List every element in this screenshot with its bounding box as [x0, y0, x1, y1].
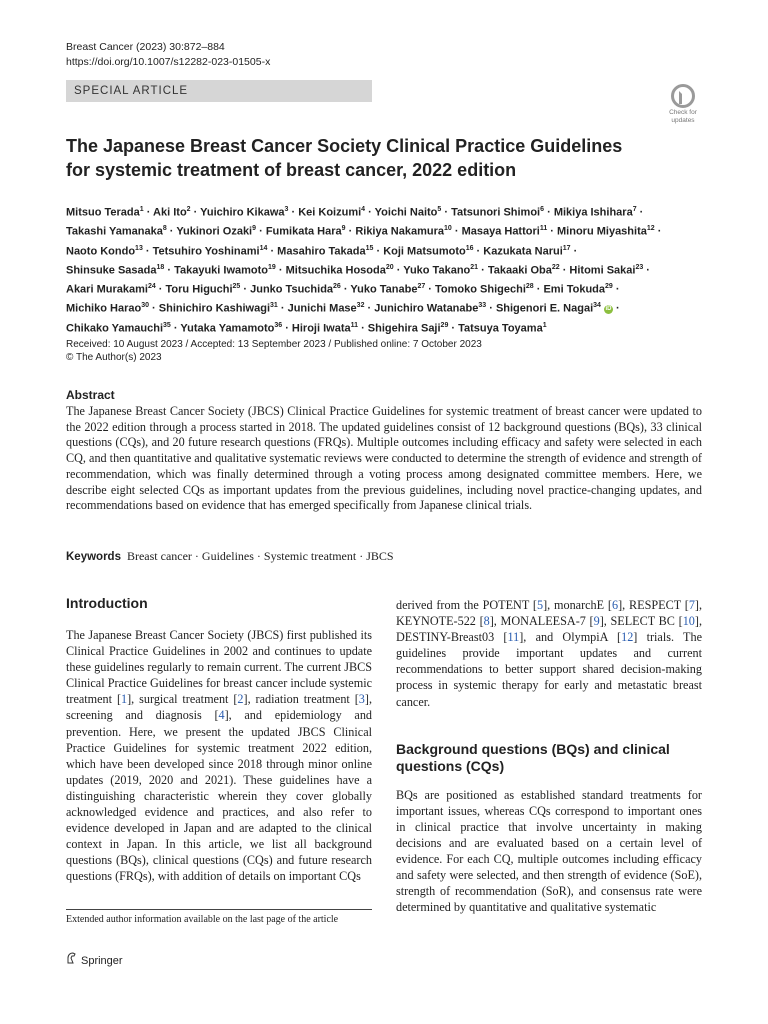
intro-text: derived from the POTENT — [396, 598, 533, 612]
intro-text: , DESTINY-Breast03 — [396, 614, 702, 645]
author-affiliation[interactable]: 10 — [443, 225, 452, 233]
author-name: Tatsuya Toyama — [458, 322, 543, 335]
keywords-label: Keywords — [66, 551, 121, 563]
author-affiliation[interactable]: 22 — [551, 263, 560, 271]
intro-text: , and OlympiA — [523, 630, 618, 645]
author-name: Yukinori Ozaki — [176, 225, 253, 238]
author-name: Shigehira Saji — [367, 322, 441, 335]
author-name: Mitsuchika Hosoda — [285, 264, 386, 277]
citation-link[interactable]: 11 — [507, 630, 520, 645]
keywords — [66, 549, 394, 564]
author-name: Naoto Kondo — [66, 245, 136, 258]
intro-text: , RESPECT — [622, 598, 685, 612]
citation-link[interactable]: 10 — [682, 614, 695, 629]
author-affiliation[interactable]: 9 — [252, 225, 257, 233]
journal-citation: Breast Cancer (2023) 30:872–884 — [66, 41, 225, 53]
intro-text: The Japanese Breast Cancer Society (JBCS) first published its Clinical Practice Guidelines in 2002 and continues to update these guidelines regularly to remain current. The current JBCS Clinical Practice Guidelines for breast cancer include systemic treatment — [66, 628, 372, 707]
author-name: Tatsunori Shimoi — [451, 206, 541, 219]
citation-link[interactable]: 9 — [593, 614, 600, 629]
citation-link[interactable]: 12 — [621, 630, 634, 645]
author-affiliation[interactable]: 11 — [350, 321, 359, 329]
author-name: Kei Koizumi — [298, 206, 362, 219]
author-name: Takayuki Iwamoto — [174, 264, 269, 277]
author-name: Takaaki Oba — [487, 264, 552, 277]
author-affiliation[interactable]: 14 — [259, 244, 268, 252]
author-affiliation[interactable]: 19 — [268, 263, 276, 271]
citation-link[interactable]: 7 — [688, 598, 695, 612]
check-for-updates-label-1: Check for — [669, 109, 697, 116]
springer-horse-icon — [66, 952, 77, 967]
citation-link[interactable]: 2 — [237, 692, 244, 707]
publisher-logo — [66, 952, 123, 967]
citation-link[interactable]: 1 — [121, 692, 128, 707]
author-affiliation[interactable]: 1 — [542, 321, 547, 329]
right-column — [396, 597, 702, 915]
author-name: Chikako Yamauchi — [66, 322, 164, 335]
publisher-name: Springer — [81, 955, 123, 967]
intro-text: , monarchE — [547, 598, 608, 612]
author-name: Mikiya Ishihara — [553, 206, 633, 219]
author-name: Akari Murakami — [66, 283, 148, 296]
bq-section-heading: Background questions (BQs) and clinical questions (CQs) — [396, 740, 670, 774]
author-name: Yuko Takano — [403, 264, 471, 277]
author-name: Kazukata Narui — [483, 245, 563, 258]
check-for-updates-label-2: updates — [671, 117, 695, 124]
author-affiliation[interactable]: 34 — [593, 302, 601, 310]
author-affiliation[interactable]: 20 — [385, 263, 394, 271]
intro-text: , MONALEESA-7 — [493, 614, 590, 629]
abstract-heading: Abstract — [66, 388, 115, 402]
footnote: Extended author information available on the last page of the article — [66, 914, 339, 925]
author-affiliation[interactable]: 16 — [465, 244, 474, 252]
author-affiliation[interactable]: 7 — [632, 206, 637, 213]
author-list: Mitsuo Terada$^1$ · Aki Ito$^2$ · Yuichiro Kikawa$^3$ · Kei Koizumi$^4$ · Yoichi Naito$^5$ · Tatsunori Shimoi$^6$ · Mikiya Ishihara$^7$ · Takashi Yamanaka$^8$ · Yukinori Ozaki$^9$ · Fumikata Hara$^9$ · Rikiya Nakamura$^{10}$ · Masaya Hattori$^{11}$ · Minoru Miyashita$^{12}$ · Naoto Kondo$^{13}$ · Tetsuhiro Yoshinami$^{14}$ · Masahiro Takada$^{15}$ · Koji Matsumoto$^{16}$ · Kazukata Narui$^{17}$ · Shinsuke Sasada$^{18}$ · Takayuki Iwamoto$^{19}$ · Mitsuchika Hosoda$^{20}$ · Yuko Takano$^{21}$ · Takaaki Oba$^{22}$ · Hitomi Sakai$^{23}$ · Akari Murakami$^{24}$ · Toru Higuchi$^{25}$ · Junko Tsuchida$^{26}$ · Yuko Tanabe$^{27}$ · Tomoko Shigechi$^{28}$ · Emi Tokuda$^{29}$ · Michiko Harao$^{30}$ · Shinichiro Kashiwagi$^{31}$ · Junichi Mase$^{32}$ · Junichiro Watanabe$^{33}$ · Shigenori E. Nagai$^{34}$ iD · Chikako Yamauchi$^{35}$ · Yutaka Yamamoto$^{36}$ · Hiroji Iwata$^{11}$ · Shigehira Saji$^{29}$ · Tatsuya Toyama$^1$ — [66, 206, 662, 335]
author-affiliation[interactable]: 35 — [163, 321, 171, 329]
author-affiliation[interactable]: 33 — [478, 302, 487, 310]
author-affiliation[interactable]: 18 — [156, 263, 165, 271]
abstract-body: The Japanese Breast Cancer Society (JBCS) Clinical Practice Guidelines for systemic treatment of breast cancer were updated to the 2022 edition through a process started in 2018. The updated guidelines consist of 12 background questions (BQs), 33 clinical questions (CQs), and 20 future research questions (FRQs). Multiple outcomes including efficacy and safety were selected in each CQ, and then quantitative and qualitative systematic reviews were conducted to determine the strength of evidence and strength of recommendation, which was finally determined through a voting process among designated committee members. Here, we describe eight selected CQs as important updates from the previous guidelines, including novel practice-changing updates, and recommendations based on evidence that has emerged specifically from Japanese clinical trials. — [66, 404, 702, 513]
author-affiliation[interactable]: 32 — [356, 302, 365, 310]
keywords-text: Breast cancer · Guidelines · Systemic treatment · JBCS — [126, 549, 394, 563]
intro-text: , SELECT BC — [603, 614, 679, 629]
author-name: Koji Matsumoto — [383, 245, 466, 258]
check-for-updates-icon — [671, 84, 695, 108]
author-affiliation[interactable]: 29 — [440, 321, 449, 329]
author-name: Junko Tsuchida — [250, 283, 334, 296]
author-affiliation[interactable]: 36 — [274, 321, 283, 329]
author-name: Rikiya Nakamura — [355, 225, 444, 238]
author-affiliation[interactable]: 27 — [417, 283, 426, 290]
intro-text: , and epidemiology and prevention. Here, we present the updated JBCS Clinical Practice Guidelines for systemic treatment 2022 edition, which have been developed since 2018 through minor online updates (2019, 2020 and 2021). These guidelines have a distinguishing characteristic wherein they cover globally acknowledged evidence and practices, and also refer to evidence developed in Japan and are adapted to the clinical context in Japan. In this article, we list all background questions (BQs), clinical questions (CQs) and future research questions (FRQs), with addition of details on important CQs — [66, 708, 373, 884]
author-name: Minoru Miyashita — [557, 225, 647, 238]
author-name: Yoichi Naito — [374, 206, 438, 219]
intro-text: , screening and diagnosis — [66, 692, 372, 723]
author-name: Hitomi Sakai — [569, 264, 636, 277]
author-affiliation[interactable]: 2 — [186, 206, 191, 213]
author-affiliation[interactable]: 26 — [333, 283, 341, 290]
author-affiliation[interactable]: 6 — [540, 206, 545, 213]
left-column — [66, 595, 372, 885]
author-name: Masahiro Takada — [277, 245, 366, 258]
bq-section-body: BQs are positioned as established standard treatments for important issues, whereas CQs correspond to important ones in clinical practice that involve uncertainty in making decisions and are evaluated based on a certain level of evidence. For each CQ, multiple outcomes including efficacy and safety were selected, and then strength of evidence (SoE), strength of recommendation (SoR), and consensus rate were determined by quantitative and qualitative systematic — [396, 787, 702, 915]
author-name: Tetsuhiro Yoshinami — [152, 245, 260, 258]
author-affiliation[interactable]: 15 — [365, 244, 374, 252]
intro-text: , KEYNOTE-522 — [396, 598, 703, 629]
intro-text: , surgical treatment — [131, 692, 234, 707]
author-name: Junichi Mase — [287, 302, 357, 315]
doi-link[interactable]: https://doi.org/10.1007/s12282-023-01505-x — [66, 56, 271, 68]
author-affiliation[interactable]: 21 — [470, 263, 479, 271]
article-title-line-2: for systemic treatment of breast cancer, 2022 edition — [66, 160, 517, 180]
author-affiliation[interactable]: 11 — [539, 225, 548, 233]
author-affiliation[interactable]: 31 — [270, 302, 278, 310]
author-name: Shinichiro Kashiwagi — [158, 302, 271, 315]
author-name: Tomoko Shigechi — [435, 283, 526, 296]
introduction-heading: Introduction — [66, 595, 148, 611]
author-name: Mitsuo Terada — [66, 206, 140, 219]
author-affiliation[interactable]: 28 — [525, 283, 534, 290]
introduction-body: The Japanese Breast Cancer Society (JBCS) first published its Clinical Practice Guidelines in 2002 and continues to update these guidelines regularly to remain current. The current JBCS Clinical Practice Guidelines for breast cancer include systemic treatment [1], surgical treatment [2], radiation treatment [3], screening and diagnosis [4], and epidemiology and prevention. Here, we present the updated JBCS Clinical Practice Guidelines for systemic treatment 2022 edition, which have been developed since 2018 through minor online updates (2019, 2020 and 2021). These guidelines have a distinguishing characteristic wherein they cover globally acknowledged evidence and practices, and also refer to evidence developed in Japan and are adapted to the clinical context in Japan. In this article, we list all background questions (BQs), clinical questions (CQs) and future research questions (FRQs), with addition of details on important CQs — [66, 628, 373, 884]
intro-text: trials. The guidelines provide important updates and current recommendations to better support shared decision-making process in systemic therapy for early and metastatic breast cancer. — [396, 630, 702, 709]
author-name: Michiko Harao — [66, 302, 142, 315]
author-name: Aki Ito — [153, 206, 187, 219]
author-name: Takashi Yamanaka — [66, 225, 163, 238]
introduction-continued: derived from the POTENT [5], monarchE [6], RESPECT [7], KEYNOTE-522 [8], MONALEESA-7 [9], SELECT BC [10], DESTINY-Breast03 [11], and OlympiA [12] trials. The guidelines provide important updates and current recommendations to better support shared decision-making process in systemic therapy for early and metastatic breast cancer. — [396, 598, 703, 709]
copyright-notice: © The Author(s) 2023 — [66, 352, 162, 363]
author-affiliation[interactable]: 1 — [139, 206, 144, 213]
author-affiliation[interactable]: 24 — [147, 283, 156, 290]
check-for-updates-badge[interactable] — [664, 84, 702, 124]
author-name: Shigenori E. Nagai — [495, 302, 594, 315]
author-affiliation[interactable]: 8 — [162, 225, 167, 233]
publication-dates: Received: 10 August 2023 / Accepted: 13 September 2023 / Published online: 7 October 2023 — [66, 339, 482, 350]
author-affiliation[interactable]: 4 — [361, 206, 366, 213]
author-name: Junichiro Watanabe — [374, 302, 479, 315]
author-name: Yuko Tanabe — [350, 283, 418, 296]
author-affiliation[interactable]: 17 — [562, 244, 571, 252]
author-affiliation[interactable]: 25 — [232, 283, 241, 290]
author-name: Yutaka Yamamoto — [180, 322, 275, 335]
citation-link[interactable]: 3 — [358, 692, 365, 707]
author-affiliation[interactable]: 9 — [341, 225, 346, 233]
author-name: Yuichiro Kikawa — [200, 206, 285, 219]
article-type-banner: SPECIAL ARTICLE — [66, 80, 372, 102]
author-name: Toru Higuchi — [165, 283, 233, 296]
footnote-divider — [66, 909, 372, 910]
author-affiliation[interactable]: 13 — [135, 244, 143, 252]
article-title-line-1: The Japanese Breast Cancer Society Clinical Practice Guidelines — [66, 136, 623, 156]
citation-link[interactable]: 8 — [483, 614, 490, 629]
intro-text: , radiation treatment — [247, 692, 355, 707]
author-affiliation[interactable]: 29 — [605, 283, 613, 290]
citation-link[interactable]: 5 — [536, 598, 544, 612]
author-name: Hiroji Iwata — [291, 322, 351, 335]
citation-link[interactable]: 6 — [611, 598, 619, 612]
author-name: Shinsuke Sasada — [66, 264, 157, 277]
author-affiliation[interactable]: 12 — [646, 225, 655, 233]
author-name: Emi Tokuda — [543, 283, 605, 296]
author-affiliation[interactable]: 30 — [141, 302, 149, 310]
author-name: Masaya Hattori — [461, 225, 540, 238]
author-affiliation[interactable]: 3 — [284, 206, 289, 213]
article-title — [66, 134, 686, 182]
author-affiliation[interactable]: 5 — [437, 206, 442, 213]
author-affiliation[interactable]: 23 — [635, 263, 644, 271]
citation-link[interactable]: 4 — [218, 708, 225, 723]
orcid-icon[interactable]: iD — [605, 305, 612, 312]
author-name: Fumikata Hara — [265, 225, 342, 238]
